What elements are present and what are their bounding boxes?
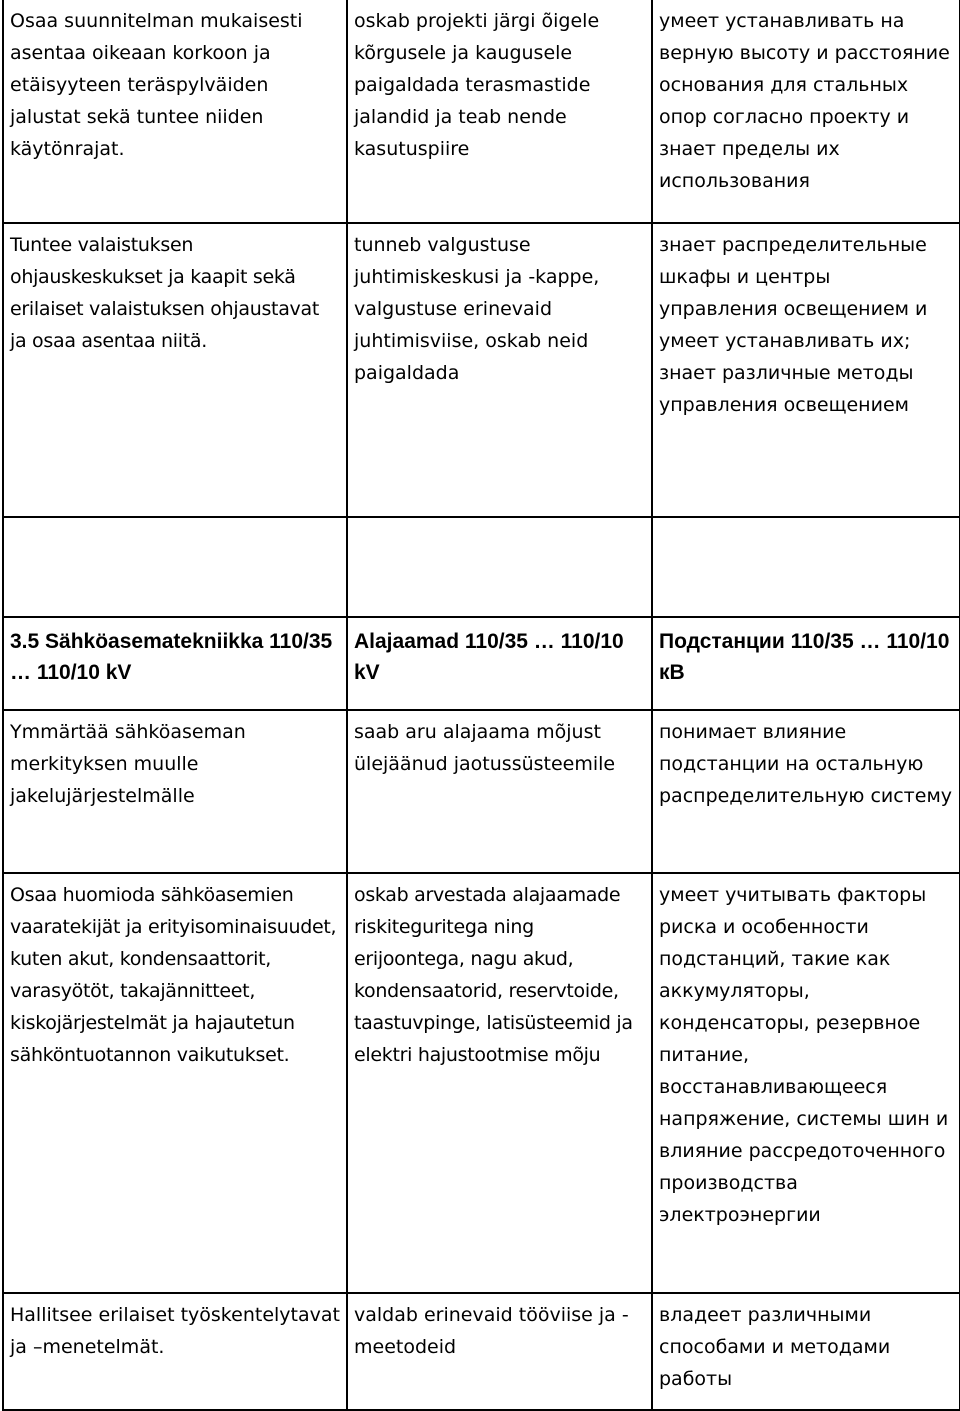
section-heading-text-russian: Подстанции 110/35 … 110/10 кВ: [659, 630, 950, 684]
table-row: [3, 1293, 960, 1410]
cell-text-russian: знает распределительные шкафы и центры управления освещением и умеет устанавливать их; знает различные методы управления освещением: [659, 234, 928, 416]
cell-estonian: [347, 0, 652, 223]
cell-finnish: [3, 517, 347, 617]
cell-text-estonian: valdab erinevaid tööviise ja -meetodeid: [354, 1304, 629, 1358]
table-row-empty: [3, 517, 960, 617]
table-row: [3, 710, 960, 873]
cell-text-finnish: Osaa suunnitelman mukaisesti asentaa oikeaan korkoon ja etäisyyteen teräspylväiden jalustat sekä tuntee niiden käytönrajat.: [10, 10, 303, 160]
table-row: [3, 223, 960, 517]
cell-text-finnish: Tuntee valaistuksen ohjauskeskukset ja kaapit sekä erilaiset valaistuksen ohjaustavat ja osaa asentaa niitä.: [10, 234, 319, 352]
cell-estonian: [347, 1293, 652, 1410]
section-heading-text-estonian: Alajaamad 110/35 … 110/10 kV: [354, 630, 624, 684]
cell-estonian: [347, 517, 652, 617]
cell-text-estonian: oskab projekti järgi õigele kõrgusele ja kaugusele paigaldada terasmastide jalandid ja teab nende kasutuspiire: [354, 10, 600, 160]
cell-text-finnish: Hallitsee erilaiset työskentelytavat ja –menetelmät.: [10, 1304, 340, 1358]
cell-text-estonian: oskab arvestada alajaamade riskiteguritega ning erijoontega, nagu akud, kondensaatorid, reservtoide, taastuvpinge, latisüsteemid ja elektri hajustootmise mõju: [354, 884, 633, 1066]
cell-russian: [652, 1293, 960, 1410]
table-row: [3, 0, 960, 223]
table-row: [3, 873, 960, 1293]
cell-russian: [652, 517, 960, 617]
cell-finnish: [3, 0, 347, 223]
cell-text-russian: умеет устанавливать на верную высоту и расстояние основания для стальных опор согласно проекту и знает пределы их использования: [659, 10, 950, 192]
cell-text-finnish: Ymmärtää sähköaseman merkityksen muulle jakelujärjestelmälle: [10, 721, 246, 807]
cell-russian: [652, 0, 960, 223]
curriculum-table: [2, 0, 960, 1411]
cell-finnish: [3, 1293, 347, 1410]
cell-text-estonian: saab aru alajaama mõjust ülejäänud jaotussüsteemile: [354, 721, 616, 775]
cell-finnish: [3, 710, 347, 873]
section-heading-estonian: [347, 617, 652, 710]
section-heading-finnish: [3, 617, 347, 710]
cell-russian: [652, 873, 960, 1293]
cell-text-russian: владеет различными способами и методами работы: [659, 1304, 891, 1390]
cell-text-russian: умеет учитывать факторы риска и особенности подстанций, такие как аккумуляторы, конденсаторы, резервное питание, восстанавливающееся напряжение, системы шин и влияние рассредоточенного производства электроэнергии: [659, 884, 949, 1226]
cell-russian: [652, 223, 960, 517]
cell-estonian: [347, 873, 652, 1293]
section-heading-russian: [652, 617, 960, 710]
cell-finnish: [3, 873, 347, 1293]
cell-text-russian: понимает влияние подстанции на остальную распределительную систему: [659, 721, 953, 807]
table-row-section-heading: [3, 617, 960, 710]
cell-estonian: [347, 710, 652, 873]
cell-text-estonian: tunneb valgustuse juhtimiskeskusi ja -kappe, valgustuse erinevaid juhtimisviise, oskab neid paigaldada: [354, 234, 600, 384]
section-heading-text-finnish: 3.5 Sähköasematekniikka 110/35 … 110/10 kV: [10, 630, 333, 684]
cell-finnish: [3, 223, 347, 517]
cell-text-finnish: Osaa huomioda sähköasemien vaaratekijät ja erityisominaisuudet, kuten akut, kondensaattorit, varasyötöt, takajännitteet, kiskojärjestelmät ja hajautetun sähköntuotannon vaikutukset.: [10, 884, 337, 1066]
cell-estonian: [347, 223, 652, 517]
cell-russian: [652, 710, 960, 873]
